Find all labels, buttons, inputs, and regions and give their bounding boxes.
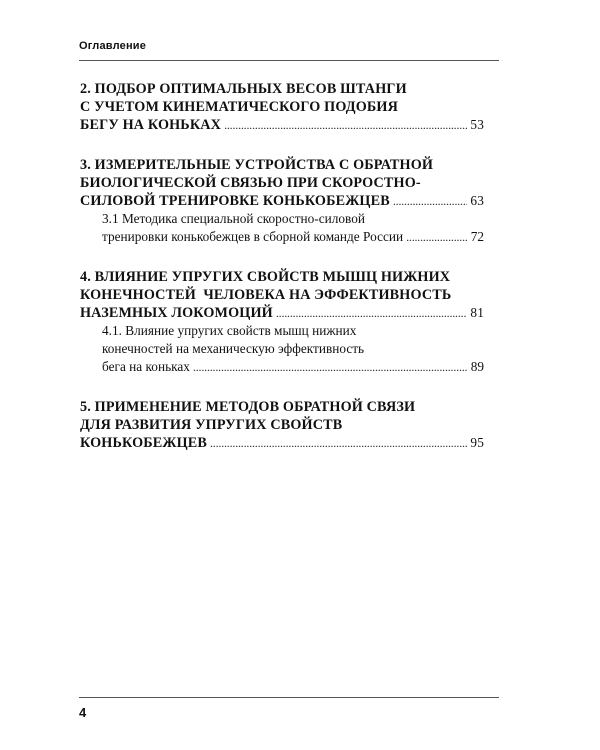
- chapter-title-line: НАЗЕМНЫХ ЛОКОМОЦИЙ: [80, 305, 273, 321]
- chapter-title-line: ДЛЯ РАЗВИТИЯ УПРУГИХ СВОЙСТВ: [80, 417, 343, 433]
- toc-section-3-1: [80, 210, 484, 246]
- page-ref: 53: [470, 117, 484, 132]
- toc-section-4-1: [80, 322, 484, 376]
- table-of-contents: [80, 80, 484, 474]
- dot-leader: [210, 434, 467, 452]
- toc-line: [102, 322, 484, 340]
- section-title-line: 3.1 Методика специальной скоростно-силовой: [102, 211, 365, 226]
- toc-chapter-5: [80, 398, 484, 452]
- toc-line: [80, 174, 484, 192]
- page-ref: 95: [470, 435, 484, 450]
- toc-line-final[interactable]: [80, 434, 484, 452]
- chapter-title-line: КОНЕЧНОСТЕЙ ЧЕЛОВЕКА НА ЭФФЕКТИВНОСТЬ: [80, 287, 452, 303]
- chapter-title-line: 3. ИЗМЕРИТЕЛЬНЫЕ УСТРОЙСТВА С ОБРАТНОЙ: [80, 157, 434, 173]
- footer-rule: [79, 697, 499, 698]
- section-title-line: бега на коньках: [102, 359, 190, 374]
- toc-line-final[interactable]: [102, 228, 484, 246]
- toc-chapter-4: [80, 268, 484, 376]
- toc-line: [80, 398, 484, 416]
- toc-line: [102, 210, 484, 228]
- toc-line: [80, 98, 484, 116]
- page-ref: 89: [470, 359, 484, 374]
- chapter-title-line: 5. ПРИМЕНЕНИЕ МЕТОДОВ ОБРАТНОЙ СВЯЗИ: [80, 399, 416, 415]
- chapter-title-line: 2. ПОДБОР ОПТИМАЛЬНЫХ ВЕСОВ ШТАНГИ: [80, 81, 407, 97]
- page-ref: 63: [470, 193, 484, 208]
- page-ref: 72: [470, 229, 484, 244]
- toc-line: [80, 286, 484, 304]
- chapter-title-line: КОНЬКОБЕЖЦЕВ: [80, 435, 207, 451]
- toc-line: [80, 156, 484, 174]
- dot-leader: [276, 304, 468, 322]
- toc-line-final[interactable]: [80, 192, 484, 210]
- toc-line-final[interactable]: [80, 116, 484, 134]
- chapter-title-line: 4. ВЛИЯНИЕ УПРУГИХ СВОЙСТВ МЫШЦ НИЖНИХ: [80, 269, 451, 285]
- page-number: 4: [79, 705, 87, 720]
- toc-chapter-2: [80, 80, 484, 134]
- chapter-title-line: БЕГУ НА КОНЬКАХ: [80, 117, 222, 133]
- chapter-title-line: БИОЛОГИЧЕСКОЙ СВЯЗЬЮ ПРИ СКОРОСТНО-: [80, 175, 421, 191]
- toc-line-final[interactable]: [102, 358, 484, 376]
- section-title-line: тренировки конькобежцев в сборной команде России: [102, 229, 404, 244]
- toc-line-final[interactable]: [80, 304, 484, 322]
- chapter-title-line: СИЛОВОЙ ТРЕНИРОВКЕ КОНЬКОБЕЖЦЕВ: [80, 193, 390, 209]
- running-head: Оглавление: [79, 40, 147, 52]
- toc-line: [80, 268, 484, 286]
- dot-leader: [224, 116, 467, 134]
- header-rule: [79, 60, 499, 61]
- page-ref: 81: [470, 305, 484, 320]
- chapter-title-line: С УЧЕТОМ КИНЕМАТИЧЕСКОГО ПОДОБИЯ: [80, 99, 399, 115]
- dot-leader: [406, 228, 468, 246]
- toc-line: [80, 80, 484, 98]
- dot-leader: [193, 358, 468, 376]
- toc-chapter-3: [80, 156, 484, 246]
- dot-leader: [393, 192, 468, 210]
- toc-line: [102, 340, 484, 358]
- section-title-line: конечностей на механическую эффективность: [102, 341, 365, 356]
- toc-line: [80, 416, 484, 434]
- section-title-line: 4.1. Влияние упругих свойств мышц нижних: [102, 323, 357, 338]
